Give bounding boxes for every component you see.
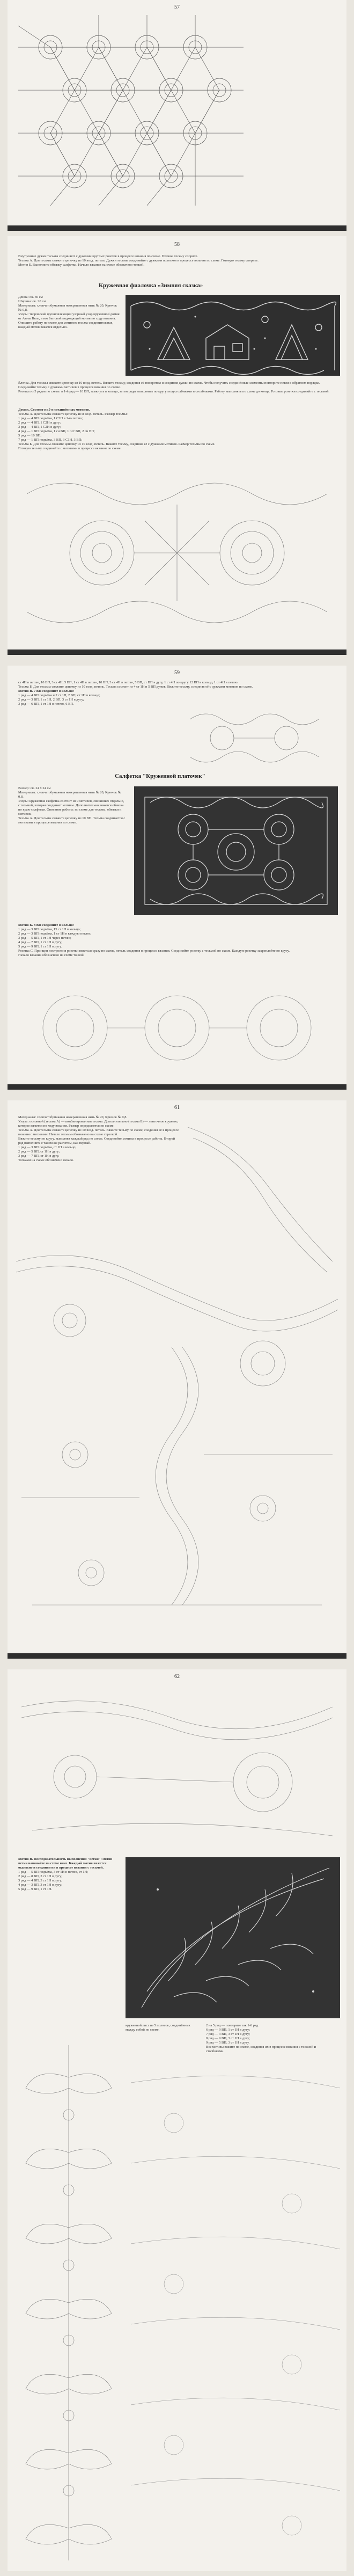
page-number: 59	[174, 670, 180, 676]
page-59	[8, 666, 346, 1090]
page-62	[8, 1669, 346, 2571]
lace-chart-59b	[27, 982, 327, 1074]
page-number: 58	[174, 242, 180, 247]
page-divider	[8, 650, 346, 655]
pattern-rows: Домик. Состоит из 5-и соединённых мотивов. Тесьма А. Для тесьмы свяжите цепочку из 8 возд. петель. Размер тесьмы: 1 ряд — 4 ВП подъёма, 1 С2Н в 1-ю петлю; 2 ряд — 4 ВП, 1 С2Н в дугу; 3 ряд — 4 ВП, 1 С2Н в дугу; 4 ряд — 1 ВП подъёма, 1 сн ВП, 1 пст ВП, 2 сн ВП; 5 ряд — 10 ВП; 7 ряд — 1 ВП подъёма, 3 ВП, 3 С1Н, 3 ВП; Тесьма Б. Для тесьмы свяжите цепочку из 10 возд. петель. Вяжите тесьму, соединяя её с дужками мотивов. Размер тесьмы по схеме. Готовую тесьму соединяйте с мотивами в процессе вязания по схеме.	[18, 408, 216, 450]
page-57	[8, 0, 346, 231]
page-divider	[8, 1084, 346, 1090]
section-closing-text: Внутренние дужки тесьмы соединяют с дужками круглых розеток в процессе вязания по схеме. Готовое тесьму спорите. Тесьма А. Для тесьмы свяжите цепочку из 10 возд. петель. Дужки тесьмы соединяйте с дужками волосков в процессе вязания по схеме. Готовую тесьму спорите. Мотив Б. Выполните обвязку салфетки. Начало вязания на схеме обозначено точкой.	[18, 254, 259, 267]
pattern-intro: Длина: ок. 30 см Ширина: ок. 20 см Материалы: хлопчатобумажная неокрашенная нить № 20, Крючок № 0,8. Узоры: творческий вдохновляющий узорный узор кружевной домик от Анны Вяль, а вот бытовой подходящий мотив по ходу вязания. Опишите работу по схеме для мотивов: тесьма соединительная, каждый мотив вяжется отдельно.	[18, 295, 120, 329]
lace-chart-61	[11, 1122, 343, 1637]
page-number: 61	[174, 1105, 180, 1111]
lace-chart-62-right	[131, 2056, 340, 2566]
pattern-title: Кружевная фиалочка «Зимняя сказка»	[99, 282, 203, 289]
pattern-intro: Размер: ок. 24 x 24 см Материалы: хлопчатобумажная неокрашенная нить № 20, Крючок № 0,8. Узоры: кружевная салфетка состоит из 9 мотивов, связанных отдельно, с тесьмой, которая соединяет мотивы. Дополнительно вяжется обвязка по краю салфетки. Описание работы: по схеме для тесьмы, обвязки и мотивов. Тесьма А. Для тесьмы свяжите цепочку из 10 ВП. Тесьма соединяется с мотивами в процессе вязания по схеме.	[18, 786, 126, 824]
lace-chart-62-top	[11, 1685, 343, 1847]
motif-v-rows: 2 на 5 ряд — повторите так 1-6 ряд. 6 ряд — 9 ВП, 1 ст 1Н в дугу; 7 ряд — 3 ВП, 3 ст 1Н в дугу; 8 ряд — 9 ВП, 3 ст 1Н в дугу; 9 ряд — 5 ВП, 3 ст 1Н в дугу. Все мотивы вяжите по схеме, соединяя их в процессе вязания с тесьмой и столбиками.	[206, 2024, 316, 2053]
pattern-instructions: Ёлочка. Для тесьмы свяжите цепочку из 10 возд. петель. Вяжите тесьму, соединяя её поворотом и соединяя дужки по схеме. Чтобы получить соединённые элементы повторите петли в обратном порядке. Соединяйте тесьму с дужками мотивов в процессе вязания по схеме. Розетка из 5 рядов по схеме: в 1-й ряд — 10 ВП, замкнуть в кольцо, затем ряды выполнить по кругу полустолбиками и столбиками. Работу выполнять по схеме до конца. Готовые розетки соединяйте с тесьмой.	[18, 381, 330, 393]
continuation-text: ст 4Н в петлю, 10 ВП, 3 ст 4Н, 5 ВП, 1 ст 4Н в петлю, 10 ВП, 3 ст 4Н в петлю, 5 ВП, ст ВП в дугу, 1 ст 4Н по кругу 12 ВП в кольцо, 1 ст 4Н в петлю. Тесьма Б. Для тесьмы свяжите цепочку из 10 возд. петель. Тесьма состоит из 4 ст 1Н и 5 ВП дужек. Вяжите тесьму, соединяя её с дужками мотивов по схеме. Мотив В. 7 ВП соедините в кольцо: 1 ряд — 4 ВП подъёма и 2 ст 1Н, 2 ВП, ст 1Н в кольцо; 2 ряд — 3 ВП, 1 ст 1Н, 2 ВП, 3 ст 1Н в дугу; 3 ряд — 6 ВП, 1 ст 1Н в петлю, 6 ВП.	[18, 681, 253, 706]
lace-leaf-photo	[126, 1857, 340, 2018]
pattern-title: Салфетка "Кружевной платочек"	[115, 773, 205, 779]
lace-chart-59	[190, 709, 319, 768]
pattern-intro: Материалы: хлопчатобумажная неокрашенная нить № 20, Крючок № 0,8. Узоры: основной (тесьма А) — комбинированная тесьма. Дополнительно (тесьма Б) — ленточное кружево, которое вяжется по ходу вязания. Размер определяется по схеме. Тесьма А. Для тесьмы свяжите цепочку из 10 возд. петель. Вяжите тесьму по схеме, соединяя её в процессе вязания с мотивами. Начало тесьмы обозначено на схеме стрелкой. Вяжите тесьму по кругу, выполняя каждый ряд по схеме. Соединяйте мотивы в процессе работы. Второй ряд выполнить с таким же расчетом, как первый. 1 ряд — 3 ВП подъёма, ст 1Н в кольцо; 2 ряд — 5 ВП, ст 1Н в дугу; 3 ряд — 7 ВП, ст 1Н в дугу. Точками на схеме обозначено начало.	[18, 1115, 179, 1162]
pattern-rows: Мотив Б. 8 ВП соедините в кольцо: 1 ряд — 3 ВП подъёма, 15 ст 1Н в кольцо; 2 ряд — 3 ВП подъёма, 1 ст 1Н в каждую петлю; 3 ряд — 5 ВП, 1 ст 1Н через петлю; 4 ряд — 7 ВП, 1 ст 1Н в дугу; 5 ряд — 9 ВП, 1 ст 1Н в дугу. Розетка С. Принцип построения розетки вязаться сразу по схеме, петель соединяя в процессе вязания. Соединяйте розетку с тесьмой по схеме. Каждую розетку закрепляйте по кругу. Начало вязания обозначено на схеме точкой.	[18, 923, 290, 957]
page-number: 57	[174, 4, 180, 10]
lace-doily-photo	[134, 786, 338, 915]
motif-v-mid-text: кружевной лист из 5 полосок, соединённых между собой по схеме.	[126, 2024, 190, 2032]
lace-chart-58	[27, 472, 327, 633]
page-divider	[8, 225, 346, 231]
page-58	[8, 236, 346, 655]
motif-v-instructions: Мотив В. Последовательность выполнения "ветки": мотив ветки начинайте на схеме вниз. Каждый мотив вяжется отдельно и соединяется в процессе вязания с тесьмой. 1 ряд — 5 ВП подъёма, 3 ст 1Н в петлю, ст 1Н; 2 ряд — 8 ВП, 3 ст 1Н в дугу; 3 ряд — 4 ВП, 3 ст 1Н в дугу; 4 ряд — 3 ВП, 3 ст 1Н в дугу; 5 ряд — 9 ВП, 1 ст 1Н.	[18, 1857, 113, 1891]
lace-diagram-57	[18, 15, 244, 206]
page-divider	[8, 1653, 346, 1659]
lace-chart-62-bottom	[15, 2045, 122, 2560]
winter-tale-photo	[126, 295, 340, 376]
page-61	[8, 1100, 346, 1659]
page-number: 62	[174, 1674, 180, 1680]
